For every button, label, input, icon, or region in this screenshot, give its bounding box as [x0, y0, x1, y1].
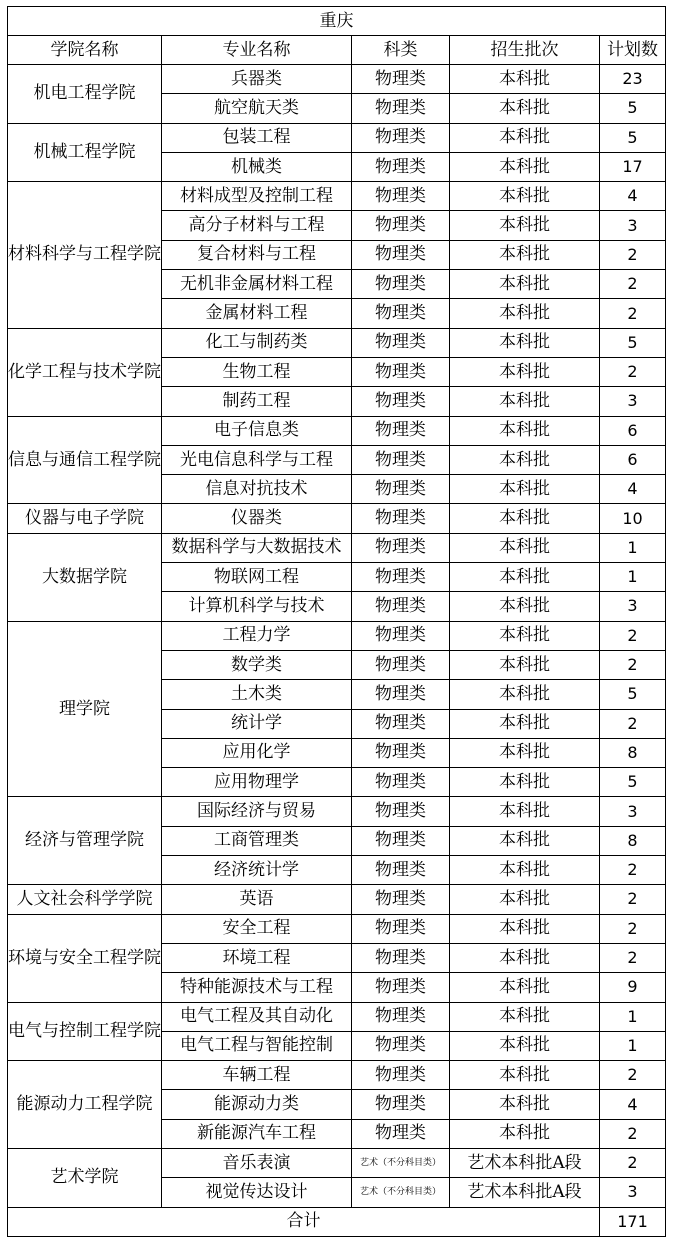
header-category: 科类: [352, 36, 450, 65]
major-cell: 机械类: [162, 152, 352, 181]
table-row: [8, 797, 666, 826]
college-cell: 信息与通信工程学院: [8, 416, 162, 504]
major-cell: 电气工程与智能控制: [162, 1031, 352, 1060]
count-cell: 5: [600, 328, 666, 357]
major-cell: 计算机科学与技术: [162, 592, 352, 621]
batch-cell: 本科批: [450, 152, 600, 181]
region-row: [8, 7, 666, 36]
major-cell: 工商管理类: [162, 826, 352, 855]
batch-cell: 本科批: [450, 416, 600, 445]
category-cell: 物理类: [352, 270, 450, 299]
header-row: [8, 36, 666, 65]
batch-cell: 本科批: [450, 709, 600, 738]
count-cell: 1: [600, 1002, 666, 1031]
category-cell: 物理类: [352, 885, 450, 914]
major-cell: 电子信息类: [162, 416, 352, 445]
batch-cell: 本科批: [450, 475, 600, 504]
college-cell: 理学院: [8, 621, 162, 797]
major-cell: 金属材料工程: [162, 299, 352, 328]
category-cell: 物理类: [352, 1061, 450, 1090]
batch-cell: 本科批: [450, 94, 600, 123]
batch-cell: 本科批: [450, 357, 600, 386]
batch-cell: 本科批: [450, 504, 600, 533]
batch-cell: 本科批: [450, 211, 600, 240]
batch-cell: 本科批: [450, 1061, 600, 1090]
category-cell: 物理类: [352, 357, 450, 386]
count-cell: 1: [600, 533, 666, 562]
major-cell: 视觉传达设计: [162, 1178, 352, 1207]
category-cell: 物理类: [352, 650, 450, 679]
major-cell: 经济统计学: [162, 856, 352, 885]
count-cell: 2: [600, 357, 666, 386]
category-cell: 物理类: [352, 563, 450, 592]
college-cell: 能源动力工程学院: [8, 1061, 162, 1149]
table-row: [8, 65, 666, 94]
count-cell: 2: [600, 650, 666, 679]
count-cell: 6: [600, 416, 666, 445]
table-body: [8, 7, 666, 1237]
batch-cell: 本科批: [450, 680, 600, 709]
category-cell: 物理类: [352, 709, 450, 738]
count-cell: 8: [600, 738, 666, 767]
college-cell: 艺术学院: [8, 1148, 162, 1207]
college-cell: 人文社会科学学院: [8, 885, 162, 914]
major-cell: 复合材料与工程: [162, 240, 352, 269]
college-cell: 化学工程与技术学院: [8, 328, 162, 416]
count-cell: 2: [600, 709, 666, 738]
major-cell: 应用化学: [162, 738, 352, 767]
batch-cell: 本科批: [450, 826, 600, 855]
batch-cell: 本科批: [450, 182, 600, 211]
batch-cell: 本科批: [450, 1090, 600, 1119]
category-cell: 物理类: [352, 504, 450, 533]
batch-cell: 本科批: [450, 650, 600, 679]
batch-cell: 本科批: [450, 797, 600, 826]
category-cell: 艺术（不分科目类）: [352, 1148, 450, 1177]
count-cell: 5: [600, 680, 666, 709]
major-cell: 音乐表演: [162, 1148, 352, 1177]
college-cell: 大数据学院: [8, 533, 162, 621]
total-label: 合计: [8, 1207, 600, 1236]
category-cell: 物理类: [352, 826, 450, 855]
college-cell: 仪器与电子学院: [8, 504, 162, 533]
count-cell: 1: [600, 563, 666, 592]
table-row: [8, 885, 666, 914]
table-row: [8, 416, 666, 445]
category-cell: 物理类: [352, 738, 450, 767]
count-cell: 4: [600, 182, 666, 211]
count-cell: 2: [600, 914, 666, 943]
category-cell: 物理类: [352, 1119, 450, 1148]
count-cell: 2: [600, 943, 666, 972]
major-cell: 物联网工程: [162, 563, 352, 592]
batch-cell: 本科批: [450, 768, 600, 797]
count-cell: 4: [600, 1090, 666, 1119]
table-row: [8, 1148, 666, 1177]
college-cell: 材料科学与工程学院: [8, 182, 162, 328]
category-cell: 物理类: [352, 621, 450, 650]
count-cell: 5: [600, 123, 666, 152]
category-cell: 物理类: [352, 856, 450, 885]
count-cell: 2: [600, 856, 666, 885]
count-cell: 17: [600, 152, 666, 181]
major-cell: 材料成型及控制工程: [162, 182, 352, 211]
major-cell: 仪器类: [162, 504, 352, 533]
batch-cell: 本科批: [450, 387, 600, 416]
count-cell: 2: [600, 885, 666, 914]
category-cell: 物理类: [352, 211, 450, 240]
category-cell: 物理类: [352, 1090, 450, 1119]
count-cell: 9: [600, 973, 666, 1002]
table-row: [8, 182, 666, 211]
major-cell: 数学类: [162, 650, 352, 679]
batch-cell: 本科批: [450, 240, 600, 269]
major-cell: 工程力学: [162, 621, 352, 650]
table-row: [8, 914, 666, 943]
batch-cell: 本科批: [450, 563, 600, 592]
college-cell: 电气与控制工程学院: [8, 1002, 162, 1061]
category-cell: 物理类: [352, 94, 450, 123]
category-cell: 物理类: [352, 475, 450, 504]
major-cell: 环境工程: [162, 943, 352, 972]
category-cell: 物理类: [352, 445, 450, 474]
count-cell: 3: [600, 797, 666, 826]
count-cell: 5: [600, 94, 666, 123]
header-college: 学院名称: [8, 36, 162, 65]
count-cell: 2: [600, 240, 666, 269]
batch-cell: 本科批: [450, 123, 600, 152]
category-cell: 物理类: [352, 387, 450, 416]
batch-cell: 本科批: [450, 592, 600, 621]
category-cell: 物理类: [352, 1031, 450, 1060]
batch-cell: 艺术本科批A段: [450, 1178, 600, 1207]
count-cell: 6: [600, 445, 666, 474]
major-cell: 统计学: [162, 709, 352, 738]
batch-cell: 艺术本科批A段: [450, 1148, 600, 1177]
major-cell: 应用物理学: [162, 768, 352, 797]
count-cell: 2: [600, 1119, 666, 1148]
admission-plan-table-wrapper: [7, 6, 666, 1237]
table-row: [8, 533, 666, 562]
college-cell: 环境与安全工程学院: [8, 914, 162, 1002]
count-cell: 2: [600, 1148, 666, 1177]
category-cell: 物理类: [352, 123, 450, 152]
batch-cell: 本科批: [450, 943, 600, 972]
major-cell: 特种能源技术与工程: [162, 973, 352, 1002]
major-cell: 高分子材料与工程: [162, 211, 352, 240]
category-cell: 物理类: [352, 914, 450, 943]
category-cell: 物理类: [352, 1002, 450, 1031]
batch-cell: 本科批: [450, 328, 600, 357]
count-cell: 5: [600, 768, 666, 797]
major-cell: 车辆工程: [162, 1061, 352, 1090]
table-row: [8, 123, 666, 152]
category-cell: 物理类: [352, 299, 450, 328]
major-cell: 信息对抗技术: [162, 475, 352, 504]
batch-cell: 本科批: [450, 1031, 600, 1060]
major-cell: 光电信息科学与工程: [162, 445, 352, 474]
count-cell: 3: [600, 1178, 666, 1207]
batch-cell: 本科批: [450, 885, 600, 914]
header-batch: 招生批次: [450, 36, 600, 65]
batch-cell: 本科批: [450, 973, 600, 1002]
region-title: 重庆: [8, 7, 666, 36]
count-cell: 8: [600, 826, 666, 855]
count-cell: 3: [600, 211, 666, 240]
table-row: [8, 621, 666, 650]
total-row: [8, 1207, 666, 1236]
count-cell: 2: [600, 270, 666, 299]
category-cell: 物理类: [352, 973, 450, 1002]
header-major: 专业名称: [162, 36, 352, 65]
batch-cell: 本科批: [450, 270, 600, 299]
count-cell: 2: [600, 621, 666, 650]
category-cell: 物理类: [352, 533, 450, 562]
table-row: [8, 504, 666, 533]
batch-cell: 本科批: [450, 533, 600, 562]
count-cell: 2: [600, 1061, 666, 1090]
batch-cell: 本科批: [450, 738, 600, 767]
count-cell: 2: [600, 299, 666, 328]
major-cell: 数据科学与大数据技术: [162, 533, 352, 562]
major-cell: 土木类: [162, 680, 352, 709]
total-count: 171: [600, 1207, 666, 1236]
major-cell: 航空航天类: [162, 94, 352, 123]
count-cell: 4: [600, 475, 666, 504]
batch-cell: 本科批: [450, 299, 600, 328]
category-cell: 物理类: [352, 240, 450, 269]
major-cell: 能源动力类: [162, 1090, 352, 1119]
major-cell: 兵器类: [162, 65, 352, 94]
batch-cell: 本科批: [450, 1002, 600, 1031]
count-cell: 10: [600, 504, 666, 533]
header-count: 计划数: [600, 36, 666, 65]
batch-cell: 本科批: [450, 621, 600, 650]
major-cell: 国际经济与贸易: [162, 797, 352, 826]
major-cell: 英语: [162, 885, 352, 914]
category-cell: 物理类: [352, 328, 450, 357]
category-cell: 物理类: [352, 592, 450, 621]
batch-cell: 本科批: [450, 914, 600, 943]
category-cell: 艺术（不分科目类）: [352, 1178, 450, 1207]
major-cell: 新能源汽车工程: [162, 1119, 352, 1148]
category-cell: 物理类: [352, 768, 450, 797]
major-cell: 电气工程及其自动化: [162, 1002, 352, 1031]
batch-cell: 本科批: [450, 445, 600, 474]
batch-cell: 本科批: [450, 856, 600, 885]
category-cell: 物理类: [352, 797, 450, 826]
college-cell: 机电工程学院: [8, 65, 162, 124]
category-cell: 物理类: [352, 182, 450, 211]
major-cell: 化工与制药类: [162, 328, 352, 357]
table-row: [8, 328, 666, 357]
category-cell: 物理类: [352, 943, 450, 972]
count-cell: 3: [600, 387, 666, 416]
college-cell: 机械工程学院: [8, 123, 162, 182]
count-cell: 23: [600, 65, 666, 94]
batch-cell: 本科批: [450, 65, 600, 94]
count-cell: 1: [600, 1031, 666, 1060]
table-row: [8, 1002, 666, 1031]
admission-plan-table: [7, 6, 666, 1237]
table-row: [8, 1061, 666, 1090]
major-cell: 包装工程: [162, 123, 352, 152]
major-cell: 制药工程: [162, 387, 352, 416]
college-cell: 经济与管理学院: [8, 797, 162, 885]
category-cell: 物理类: [352, 152, 450, 181]
major-cell: 生物工程: [162, 357, 352, 386]
category-cell: 物理类: [352, 65, 450, 94]
major-cell: 无机非金属材料工程: [162, 270, 352, 299]
count-cell: 3: [600, 592, 666, 621]
category-cell: 物理类: [352, 680, 450, 709]
category-cell: 物理类: [352, 416, 450, 445]
batch-cell: 本科批: [450, 1119, 600, 1148]
major-cell: 安全工程: [162, 914, 352, 943]
